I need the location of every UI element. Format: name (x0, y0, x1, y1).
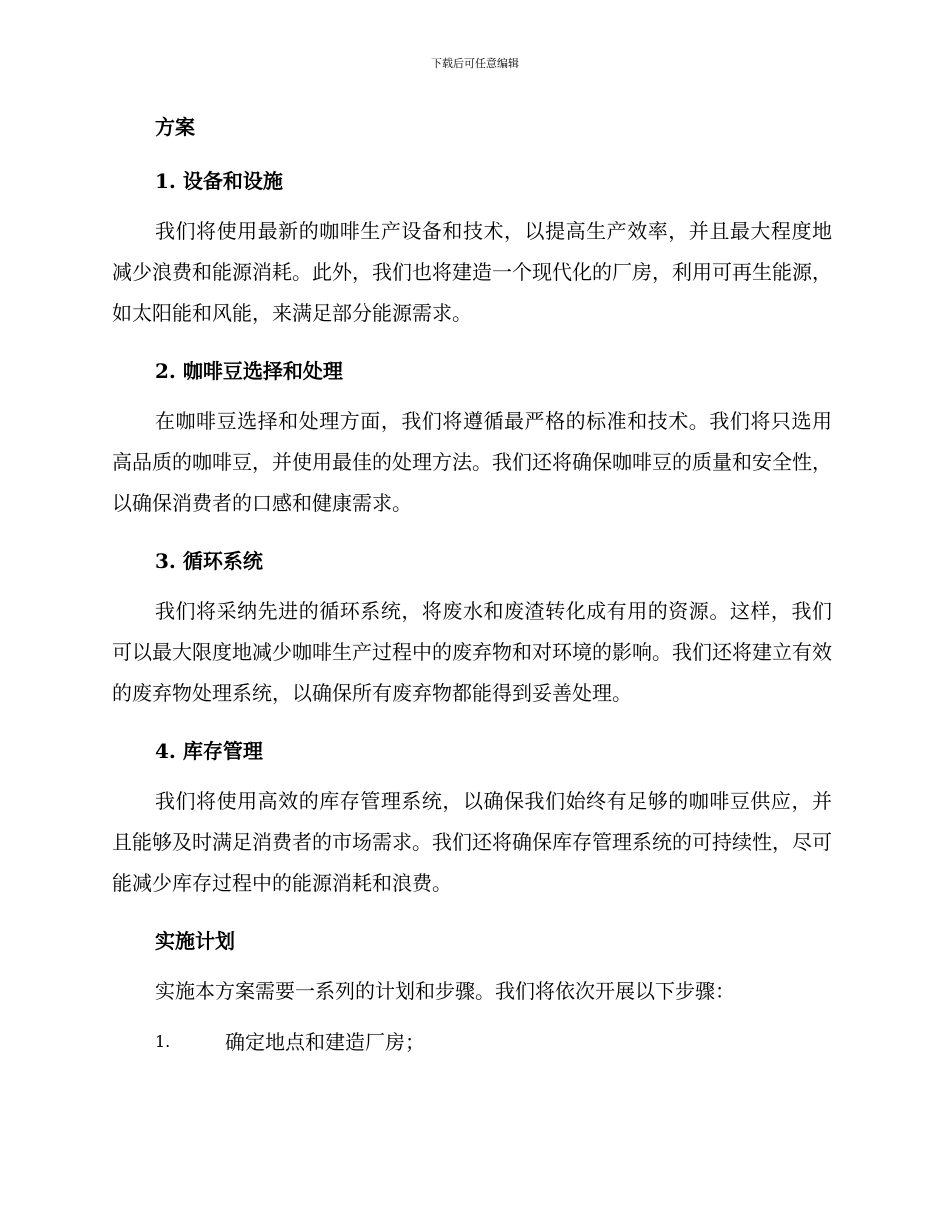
paragraph-recycling: 我们将采纳先进的循环系统，将废水和废渣转化成有用的资源。这样，我们可以最大限度地减少咖啡生产过程中的废弃物和对环境的影响。我们还将建立有效的废弃物处理系统，以确保所有废弃物都能得到妥善处理。 (112, 599, 832, 705)
paragraph-inventory: 我们将使用高效的库存管理系统，以确保我们始终有足够的咖啡豆供应，并且能够及时满足消费者的市场需求。我们还将确保库存管理系统的可持续性，尽可能减少库存过程中的能源消耗和浪费。 (112, 789, 832, 895)
list-item (112, 1025, 832, 1059)
section-heading-implementation: 实施计划 (155, 929, 235, 953)
list-item-text: 确定地点和建造厂房； (225, 1030, 425, 1054)
section-heading-equipment: 1. 设备和设施 (155, 169, 283, 193)
section-heading-recycling: 3. 循环系统 (155, 549, 263, 573)
section-heading-inventory: 4. 库存管理 (155, 739, 263, 763)
section-heading-plan: 方案 (155, 115, 195, 139)
section-heading-beans: 2. 咖啡豆选择和处理 (155, 359, 343, 383)
header-note: 下载后可任意编辑 (431, 57, 519, 70)
list-item-number: 1. (155, 1032, 171, 1051)
document-body (112, 110, 832, 1059)
paragraph-implementation: 实施本方案需要一系列的计划和步骤。我们将依次开展以下步骤： (155, 979, 735, 1003)
paragraph-equipment: 我们将使用最新的咖啡生产设备和技术，以提高生产效率，并且最大程度地减少浪费和能源消耗。此外，我们也将建造一个现代化的厂房，利用可再生能源，如太阳能和风能，来满足部分能源需求。 (112, 219, 832, 325)
paragraph-beans: 在咖啡豆选择和处理方面，我们将遵循最严格的标准和技术。我们将只选用高品质的咖啡豆，并使用最佳的处理方法。我们还将确保咖啡豆的质量和安全性，以确保消费者的口感和健康需求。 (112, 409, 832, 515)
